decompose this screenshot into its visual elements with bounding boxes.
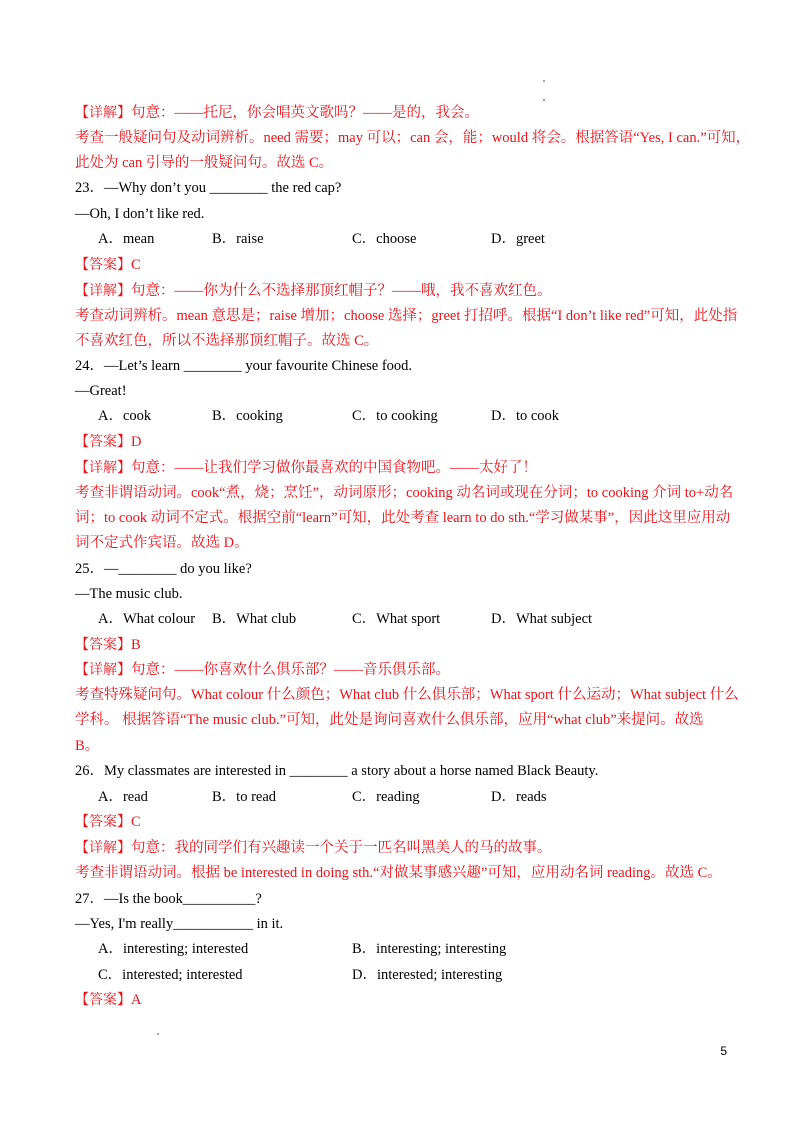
q27-option-b: B．interesting; interesting: [352, 941, 507, 957]
q26-option-a: A．read: [98, 789, 148, 805]
q24-reply: —Great!: [75, 383, 127, 399]
q24-option-c: C．to cooking: [352, 408, 438, 424]
q25-reply: —The music club.: [75, 586, 183, 602]
scan-speck: [157, 1033, 159, 1035]
q24-option-b: B．cooking: [212, 408, 283, 424]
q27-reply: —Yes, I'm really___________ in it.: [75, 916, 284, 932]
q23-option-b: B．raise: [212, 231, 264, 247]
q24-detail-line3: 词；to cook 动词不定式。根据空前“learn”可知，此处考查 learn to do sth.“学习做某事”，因此这里应用动: [75, 510, 731, 526]
q26-detail-line2: 考查非谓语动词。根据 be interested in doing sth.“对做某事感兴趣”可知，应用动名词 reading。故选 C。: [75, 865, 722, 881]
q25-option-d: D．What subject: [491, 611, 593, 627]
q25-option-c: C．What sport: [352, 611, 441, 627]
q24-detail-line2: 考查非谓语动词。cook“煮，烧；烹饪”，动词原形；cooking 动名词或现在分词；to cooking 介词 to+动名: [75, 485, 734, 501]
q22-detail-line3: 此处为 can 引导的一般疑问句。故选 C。: [75, 155, 334, 171]
q25-option-a: A．What colour: [98, 611, 196, 627]
scan-speck: [543, 80, 545, 82]
q26-option-c: C．reading: [352, 789, 420, 805]
q27-option-a: A．interesting; interested: [98, 941, 249, 957]
q24-answer: 【答案】D: [75, 434, 142, 450]
q24-option-a: A．cook: [98, 408, 152, 424]
detail-tag: 【详解】: [75, 105, 131, 121]
q22-detail-line1: 【详解】句意：——托尼，你会唱英文歌吗？——是的，我会。: [75, 105, 479, 121]
q26-answer: 【答案】C: [75, 814, 141, 830]
q27-option-c: C．interested; interested: [98, 967, 243, 983]
q25-option-b: B．What club: [212, 611, 297, 627]
q23-reply: —Oh, I don’t like red.: [75, 206, 205, 222]
q25-stem: 25．—________ do you like?: [75, 561, 252, 577]
q25-detail-line3: 学科。 根据答语“The music club.”可知，此处是询问喜欢什么俱乐部，应用“what club”来提问。故选: [75, 712, 704, 728]
q23-option-c: C．choose: [352, 231, 417, 247]
q23-stem: 23．—Why don’t you ________ the red cap?: [75, 180, 342, 196]
q27-stem: 27．—Is the book__________?: [75, 891, 262, 907]
q23-answer: 【答案】C: [75, 257, 141, 273]
q27-option-d: D．interested; interesting: [352, 967, 503, 983]
scan-speck: [543, 99, 545, 101]
q25-answer: 【答案】B: [75, 637, 141, 653]
q22-detail-line2: 考查一般疑问句及动词辨析。need 需要；may 可以；can 会，能；would 将会。根据答语“Yes, I can.”可知，: [75, 130, 751, 146]
q27-answer: 【答案】A: [75, 992, 142, 1008]
q26-detail-line1: 【详解】句意：我的同学们有兴趣读一个关于一匹名叫黑美人的马的故事。: [75, 840, 552, 856]
q23-detail-line2: 考查动词辨析。mean 意思是；raise 增加；choose 选择；greet 打招呼。根据“I don’t like red”可知，此处指: [75, 308, 738, 324]
q23-option-d: D．greet: [491, 231, 545, 247]
q23-option-a: A．mean: [98, 231, 155, 247]
q26-option-b: B．to read: [212, 789, 277, 805]
q25-detail-line1: 【详解】句意：——你喜欢什么俱乐部？——音乐俱乐部。: [75, 662, 450, 678]
q24-stem: 24．—Let’s learn ________ your favourite Chinese food.: [75, 358, 413, 374]
q26-option-d: D．reads: [491, 789, 547, 805]
q23-detail-line1: 【详解】句意：——你为什么不选择那顶红帽子？——哦，我不喜欢红色。: [75, 283, 552, 299]
q25-detail-line2: 考查特殊疑问句。What colour 什么颜色；What club 什么俱乐部；What sport 什么运动；What subject 什么: [75, 687, 739, 703]
q24-option-d: D．to cook: [491, 408, 560, 424]
page-number: 5: [720, 1044, 727, 1058]
q24-detail-line4: 词不定式作宾语。故选 D。: [75, 535, 249, 551]
q24-detail-line1: 【详解】句意：——让我们学习做你最喜欢的中国食物吧。——太好了！: [75, 460, 537, 476]
q23-detail-line3: 不喜欢红色，所以不选择那顶红帽子。故选 C。: [75, 333, 379, 349]
q26-stem: 26．My classmates are interested in ________ a story about a horse named Black Beauty.: [75, 763, 599, 779]
q25-detail-line4: B。: [75, 738, 100, 754]
